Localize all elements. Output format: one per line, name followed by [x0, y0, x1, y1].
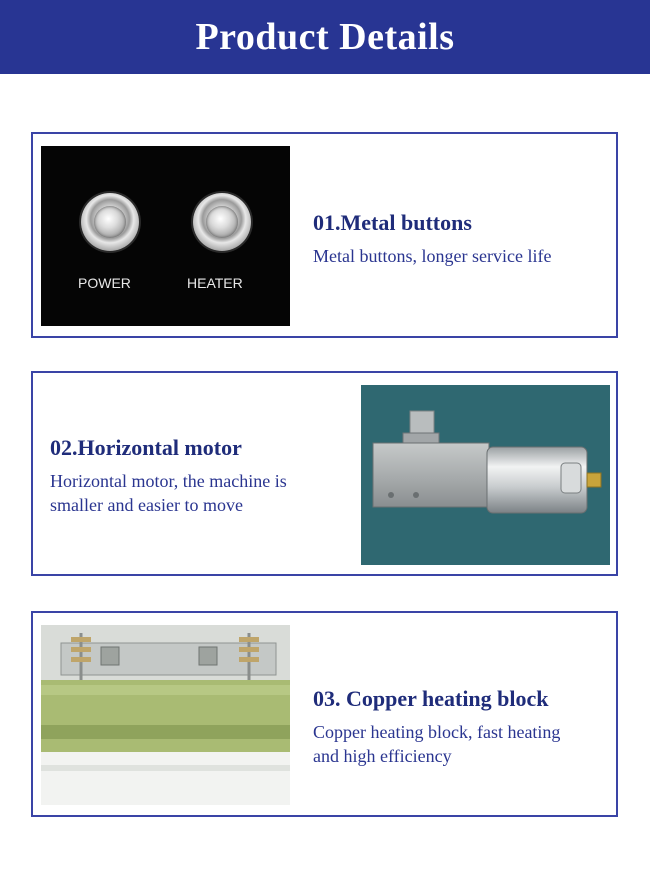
- horizontal-motor-image: [361, 385, 610, 565]
- heater-label: HEATER: [187, 275, 243, 291]
- section-title: 01.Metal buttons: [313, 210, 472, 235]
- section-title: 02.Horizontal motor: [50, 435, 242, 460]
- power-button-image: [81, 193, 139, 251]
- power-label: POWER: [78, 275, 131, 291]
- page-header: [0, 0, 650, 74]
- metal-buttons-image: [41, 146, 290, 326]
- description-line: smaller and easier to move: [50, 495, 243, 515]
- section-description: Metal buttons, longer service life: [313, 246, 552, 266]
- heating-block-illustration: [41, 625, 290, 805]
- description-line: and high efficiency: [313, 746, 452, 766]
- section-description: [313, 720, 560, 768]
- section-copper-heating-block: [31, 611, 618, 817]
- section-metal-buttons: [31, 132, 618, 338]
- motor-illustration: [361, 385, 610, 565]
- page-title: Product Details: [195, 16, 455, 58]
- section-description: [50, 469, 287, 517]
- section-horizontal-motor: [31, 371, 618, 576]
- copper-heating-block-image: [41, 625, 290, 805]
- section-title: 03. Copper heating block: [313, 686, 549, 711]
- description-line: Horizontal motor, the machine is: [50, 471, 287, 491]
- description-line: Copper heating block, fast heating: [313, 722, 561, 742]
- heater-button-image: [193, 193, 251, 251]
